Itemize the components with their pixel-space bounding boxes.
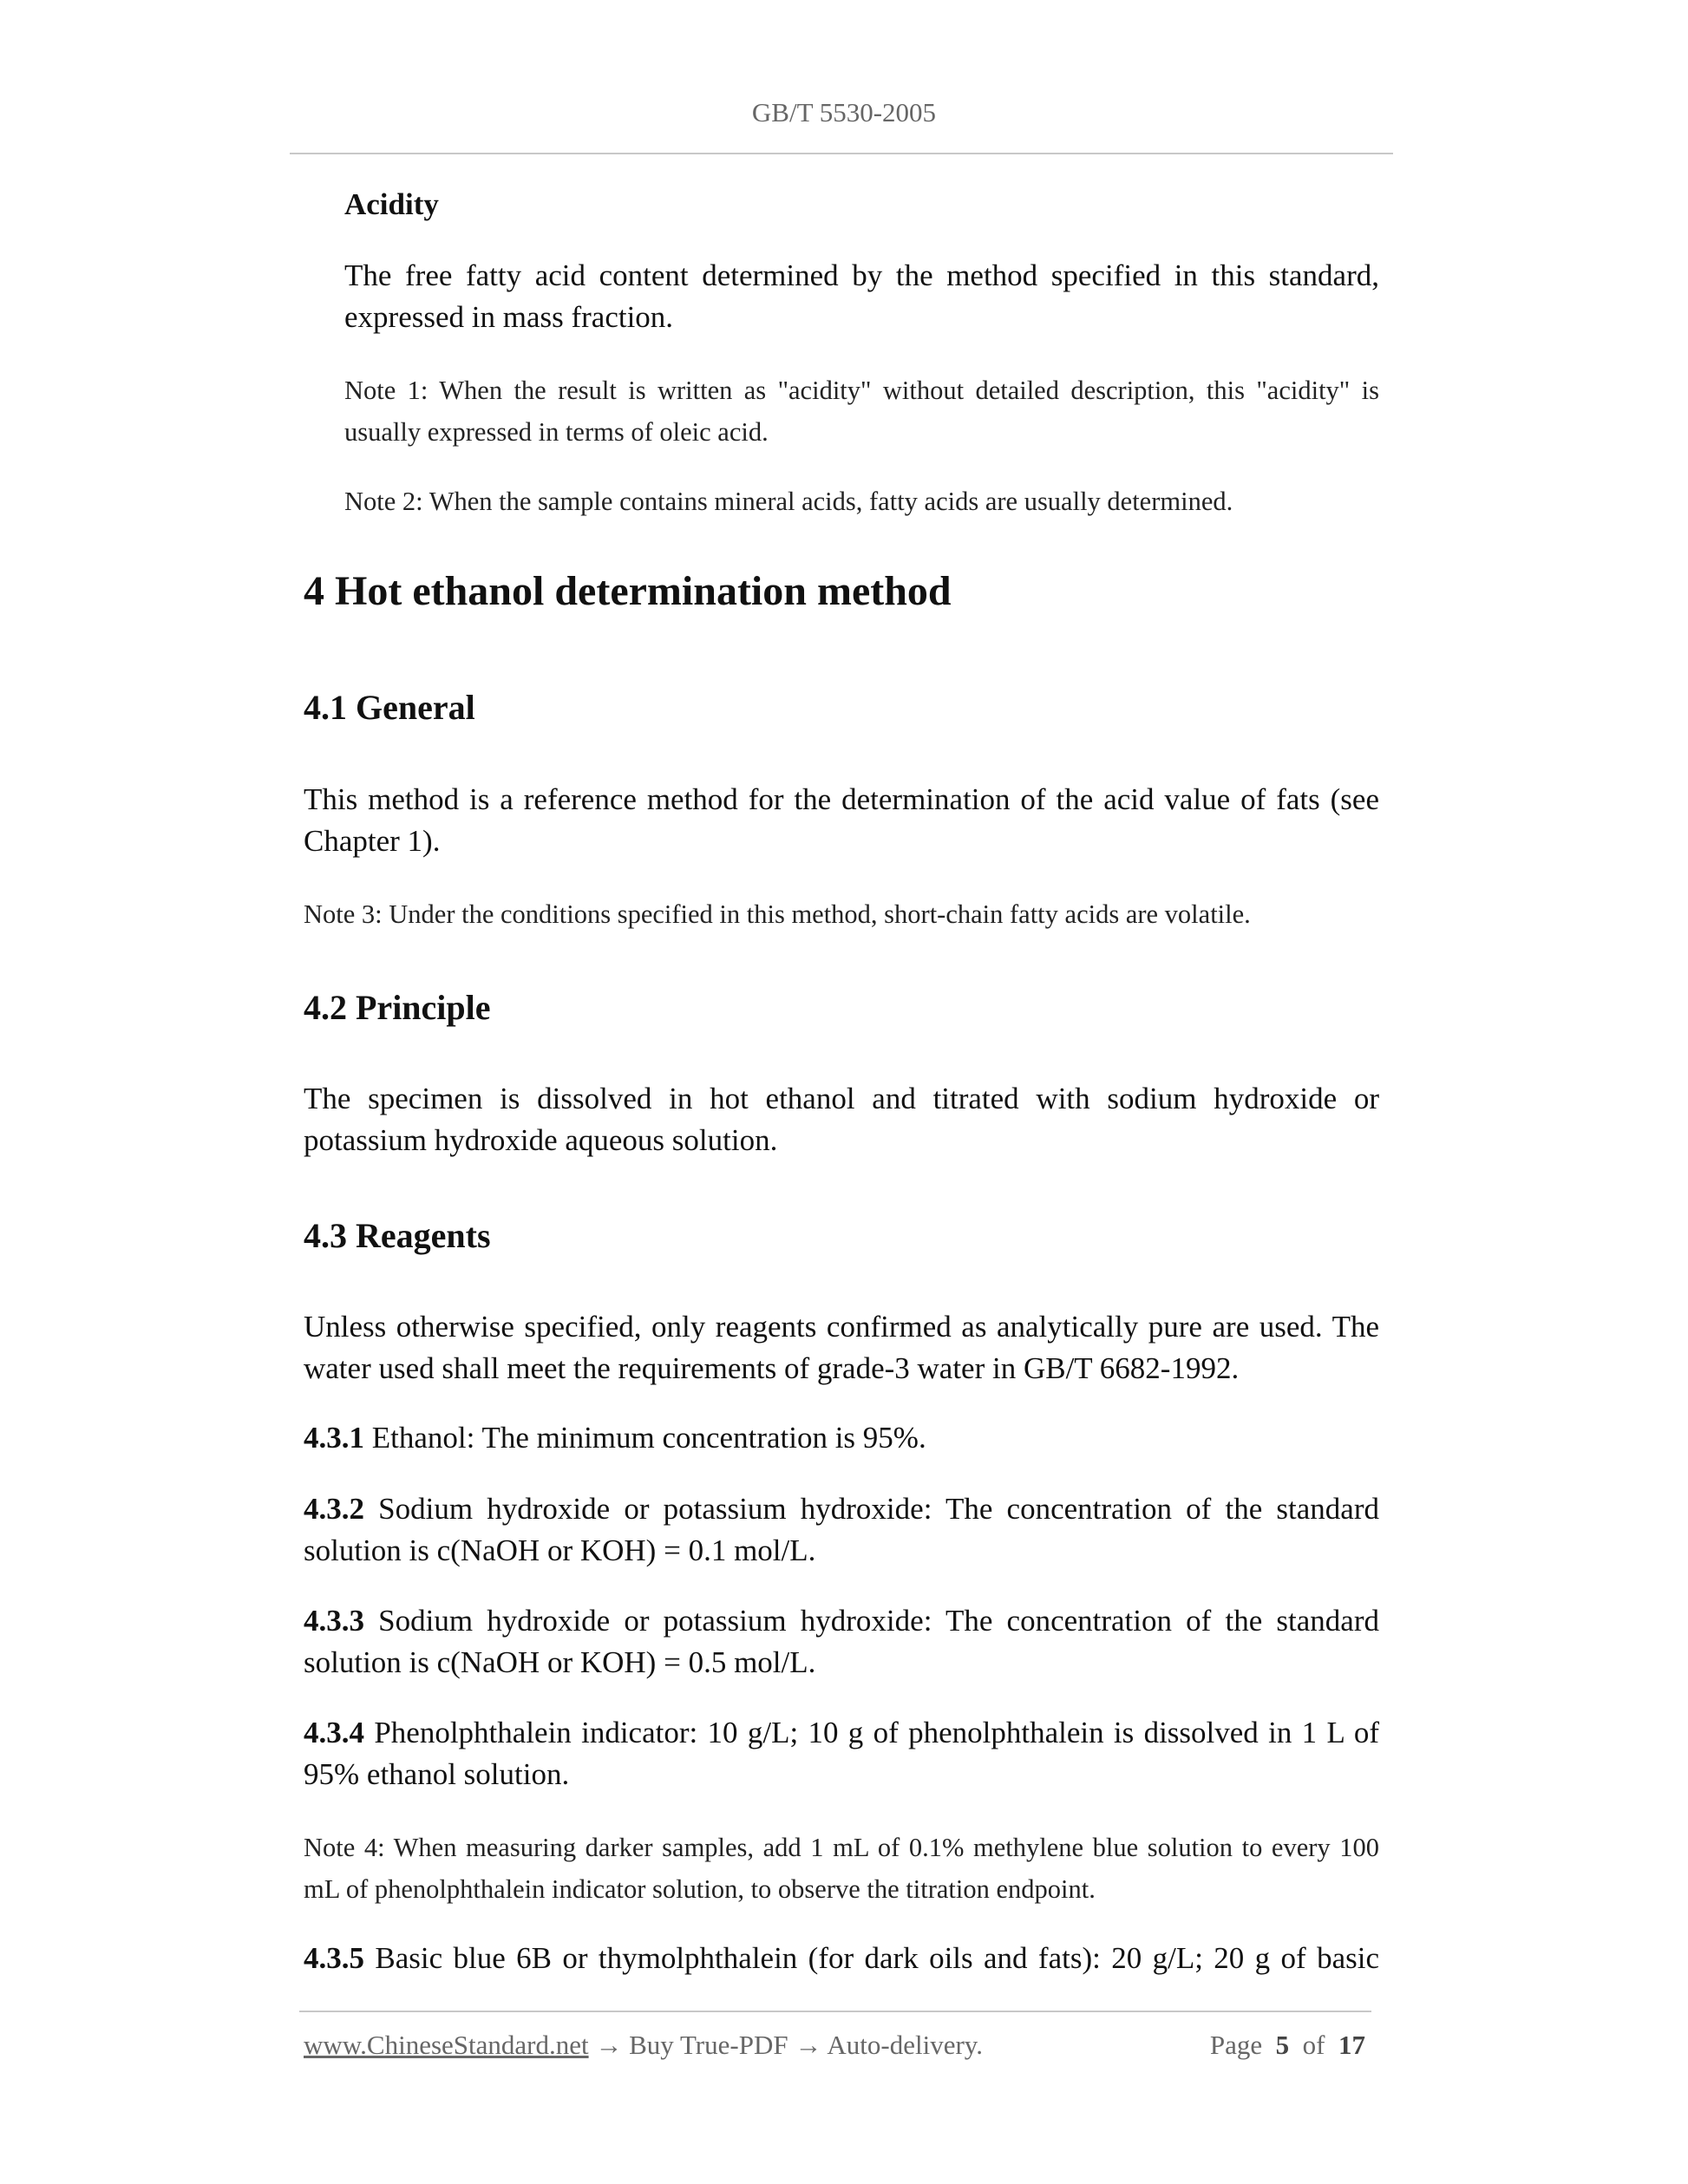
term-definition: The free fatty acid content determined by the method specified in this standard, expressed in mass fraction. [344, 258, 1379, 334]
reagent-item [304, 1938, 1379, 1979]
principle-text: The specimen is dissolved in hot ethanol and titrated with sodium hydroxide or potassium hydroxide aqueous solution. [304, 1082, 1379, 1157]
reagent-item [304, 1488, 1379, 1572]
reagent-number: 4.3.3 [304, 1604, 364, 1638]
header-divider [290, 153, 1393, 154]
note-2: Note 2: When the sample contains mineral acids, fatty acids are usually determined. [344, 487, 1233, 516]
page-counter [1210, 2030, 1365, 2061]
reagent-number: 4.3.1 [304, 1421, 364, 1455]
arrow-icon: → [595, 2030, 623, 2060]
reagent-number: 4.3.2 [304, 1492, 364, 1526]
reagent-text: Sodium hydroxide or potassium hydroxide: The concentration of the standard solution is c(NaOH or KOH) = 0.5 mol/L. [304, 1604, 1379, 1679]
reagent-text: Phenolphthalein indicator: 10 g/L; 10 g of phenolphthalein is dissolved in 1 L of 95% ethanol solution. [304, 1716, 1380, 1791]
note-3: Note 3: Under the conditions specified in this method, short-chain fatty acids are volatile. [304, 899, 1251, 929]
reagent-item [304, 1600, 1379, 1684]
term-title: Acidity [344, 187, 439, 221]
page-label: Page [1209, 2030, 1263, 2060]
note-4: Note 4: When measuring darker samples, add 1 mL of 0.1% methylene blue solution to every 100 mL of phenolphthalein indicator solution, to observe the titration endpoint. [304, 1833, 1379, 1904]
reagent-number: 4.3.4 [304, 1716, 364, 1749]
section-4-1-heading: 4.1 General [304, 688, 475, 727]
buy-text: Buy True-PDF [629, 2030, 788, 2060]
section-4-2-heading: 4.2 Principle [304, 988, 491, 1027]
note-1: Note 1: When the result is written as "acidity" without detailed description, this "acidity" is usually expressed in terms of oleic acid. [344, 376, 1379, 447]
footer-promo [304, 2030, 983, 2061]
of-label: of [1302, 2030, 1325, 2060]
reagent-text: Sodium hydroxide or potassium hydroxide: The concentration of the standard solution is c(NaOH or KOH) = 0.1 mol/L. [304, 1492, 1379, 1567]
reagent-number: 4.3.5 [304, 1941, 364, 1975]
delivery-text: Auto-delivery. [827, 2030, 984, 2060]
section-4-heading: 4 Hot ethanol determination method [304, 568, 952, 614]
reagent-text: Basic blue 6B or thymolphthalein (for dark oils and fats): 20 g/L; 20 g of basic [375, 1941, 1379, 1975]
reagent-item [304, 1712, 1379, 1795]
page-header: GB/T 5530-2005 [751, 97, 937, 128]
footer-divider [299, 2011, 1371, 2012]
total-pages: 17 [1338, 2030, 1365, 2060]
section-4-3-heading: 4.3 Reagents [304, 1216, 491, 1255]
reagents-intro: Unless otherwise specified, only reagents confirmed as analytically pure are used. The water used shall meet the requirements of grade-3 water in GB/T 6682-1992. [304, 1310, 1379, 1385]
reagent-text: Ethanol: The minimum concentration is 95%. [371, 1421, 926, 1455]
website-link[interactable]: www.ChineseStandard.net [304, 2030, 589, 2060]
reagent-item [304, 1417, 1379, 1459]
arrow-icon: → [795, 2030, 822, 2060]
general-text: This method is a reference method for the determination of the acid value of fats (see Chapter 1). [304, 782, 1379, 858]
page-number: 5 [1275, 2030, 1290, 2060]
